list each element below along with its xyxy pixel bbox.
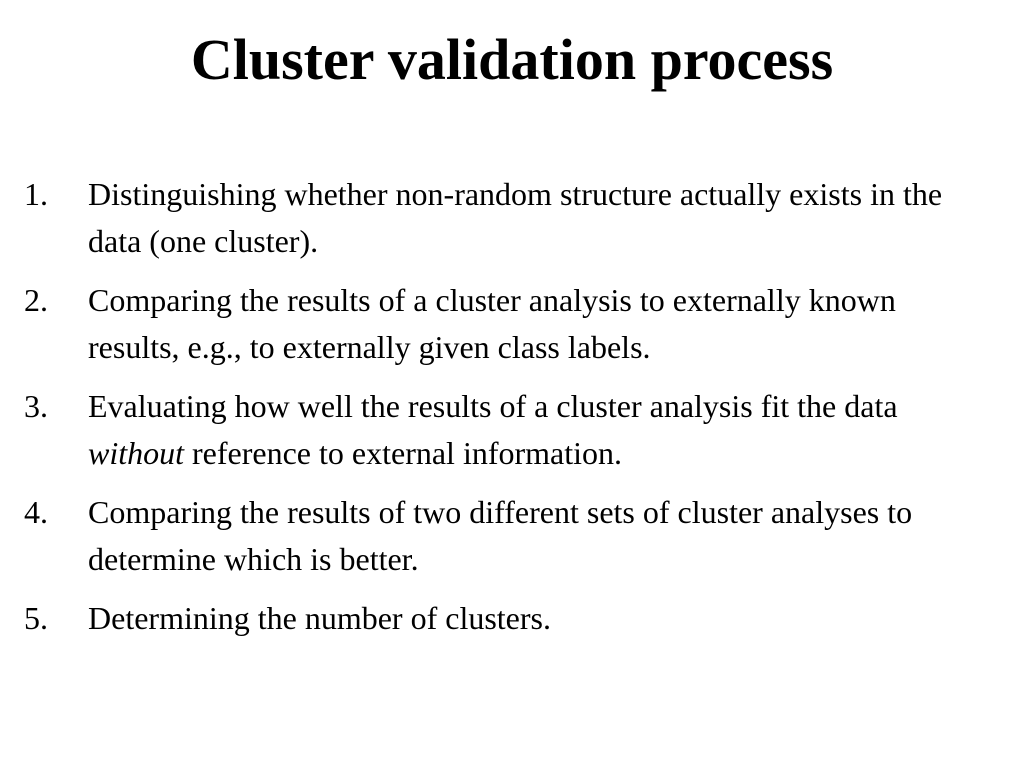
list-item: [24, 171, 984, 265]
list-item: [24, 277, 984, 371]
list-item-number: 4.: [24, 494, 48, 530]
list-item-text: Comparing the results of two different sets of cluster analyses to determine which is better.: [88, 494, 913, 577]
list-item-text: Determining the number of clusters.: [88, 600, 551, 636]
list-item: [24, 489, 984, 583]
emphasized-word: without: [88, 435, 185, 471]
slide-title: Cluster validation process: [190, 27, 834, 92]
list-item-text: Distinguishing whether non-random structure actually exists in the data (one cluster).: [88, 176, 943, 259]
list-item: [24, 383, 984, 477]
list-item-text: Comparing the results of a cluster analysis to externally known results, e.g., to externally given class labels.: [88, 282, 896, 365]
list-item-text-part: Evaluating how well the results of a cluster analysis fit the data: [88, 388, 898, 424]
list-item-text: [88, 383, 984, 477]
list-item-number: 1.: [24, 176, 48, 212]
list-item-number: 2.: [24, 282, 48, 318]
numbered-list: [24, 171, 984, 654]
list-item-number: 5.: [24, 600, 48, 636]
list-item: [24, 595, 984, 642]
list-item-number: 3.: [24, 388, 48, 424]
list-item-text-part: reference to external information.: [184, 435, 623, 471]
